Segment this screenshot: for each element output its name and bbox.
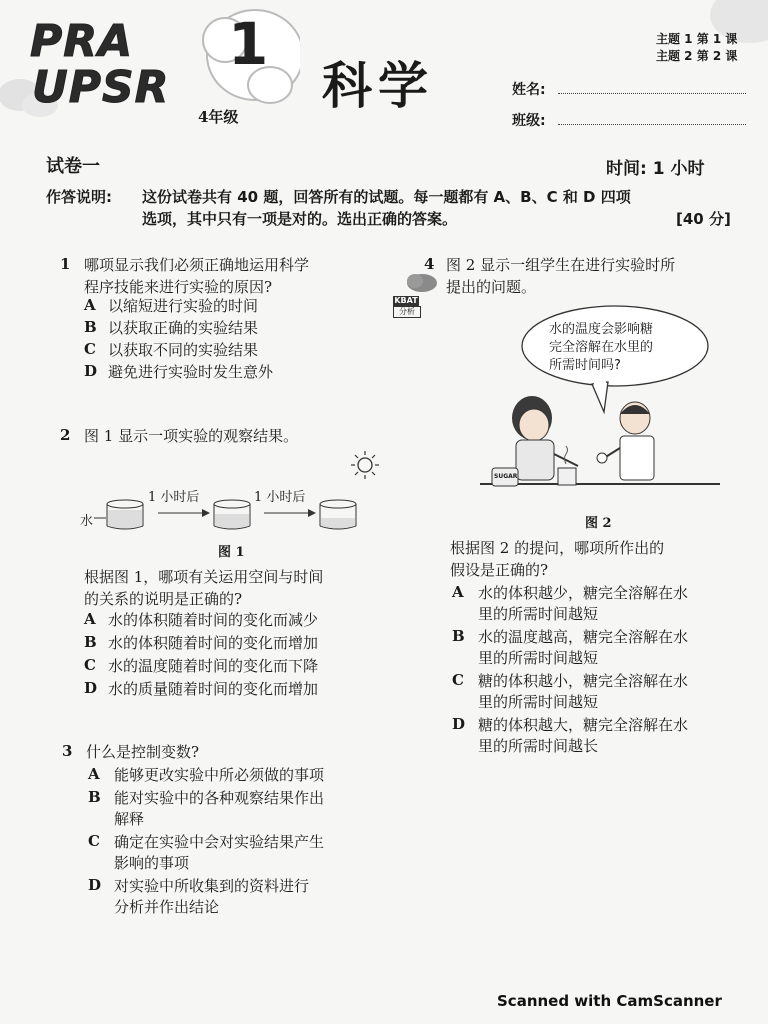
question-text: 图 2 显示一组学生在进行实验时所: [446, 256, 676, 274]
option-text[interactable]: 糖的体积越大，糖完全溶解在水: [478, 716, 689, 734]
time-label: 时间: 1 小时: [606, 159, 705, 179]
question-text: 什么是控制变数?: [86, 743, 200, 761]
option-text-cont[interactable]: 里的所需时间越短: [478, 693, 599, 711]
option-text-cont[interactable]: 影响的事项: [114, 854, 190, 872]
logo-number: 1: [228, 10, 269, 78]
boy-figure: [597, 402, 654, 480]
logo-text-upsr: UPSR: [32, 62, 170, 113]
option-letter[interactable]: A: [452, 583, 464, 601]
sun-icon: [351, 451, 379, 479]
arrow-label-2: 1 小时后: [254, 490, 306, 505]
girl-figure: [512, 396, 578, 480]
instructions-line-1: 这份试卷共有 40 题，回答所有的试题。每一题都有 A、B、C 和 D 四项: [142, 188, 631, 206]
option-letter[interactable]: D: [88, 876, 102, 894]
option-text-cont[interactable]: 分析并作出结论: [114, 898, 220, 916]
option-text[interactable]: 以获取不同的实验结果: [108, 341, 259, 359]
option-text-cont[interactable]: 解释: [114, 810, 145, 828]
beaker-2: [214, 500, 250, 529]
option-text-cont[interactable]: 里的所需时间越长: [478, 737, 599, 755]
option-letter[interactable]: C: [88, 832, 100, 850]
question-number: 4: [424, 255, 435, 273]
option-text[interactable]: 以获取正确的实验结果: [108, 319, 259, 337]
option-text[interactable]: 确定在实验中会对实验结果产生: [114, 833, 325, 851]
option-letter[interactable]: B: [84, 633, 97, 651]
arrow-label-1: 1 小时后: [148, 490, 200, 505]
option-text[interactable]: 能够更改实验中所必须做的事项: [114, 766, 325, 784]
kbat-badge: KBAT: [394, 296, 418, 305]
logo-text-pra: PRA: [30, 16, 134, 67]
option-text-cont[interactable]: 里的所需时间越短: [478, 649, 599, 667]
option-letter[interactable]: C: [452, 671, 464, 689]
question-text: 假设是正确的?: [450, 561, 549, 579]
question-text: 图 1 显示一项实验的观察结果。: [84, 427, 299, 445]
subject-title: 科学: [322, 56, 434, 115]
water-label: 水: [80, 514, 94, 529]
class-label: 班级:: [512, 113, 546, 129]
option-letter[interactable]: C: [84, 340, 96, 358]
question-text: 根据图 2 的提问，哪项所作出的: [450, 539, 665, 557]
glass-beaker: [558, 468, 576, 485]
kbat-sub-label: 分析: [393, 306, 421, 318]
figure-2-caption: 图 2: [585, 516, 612, 531]
option-text[interactable]: 避免进行实验时发生意外: [108, 363, 274, 381]
figure-1-diagram: [70, 450, 390, 540]
scanner-watermark: Scanned with CamScanner: [497, 992, 722, 1010]
option-text[interactable]: 水的温度越高，糖完全溶解在水: [478, 628, 689, 646]
option-letter[interactable]: D: [452, 715, 466, 733]
option-text-cont[interactable]: 里的所需时间越短: [478, 605, 599, 623]
option-letter[interactable]: A: [84, 296, 96, 314]
option-letter[interactable]: D: [84, 679, 98, 697]
option-letter[interactable]: C: [84, 656, 96, 674]
kbat-cloud-icon: [404, 272, 440, 298]
option-text[interactable]: 水的体积越少，糖完全溶解在水: [478, 584, 689, 602]
speech-bubble-line-1: 水的温度会影响糖: [549, 322, 654, 337]
option-letter[interactable]: B: [452, 627, 465, 645]
name-label: 姓名:: [512, 82, 546, 98]
theme-2-label: 主题 2 第 2 课: [656, 49, 738, 63]
option-text[interactable]: 水的体积随着时间的变化而减少: [108, 611, 319, 629]
speech-bubble-line-3: 所需时间吗?: [549, 358, 621, 373]
speech-bubble-line-2: 完全溶解在水里的: [549, 340, 654, 355]
theme-1-label: 主题 1 第 1 课: [656, 32, 738, 46]
question-text: 根据图 1，哪项有关运用空间与时间: [84, 568, 324, 586]
class-field-line[interactable]: [558, 124, 746, 125]
option-letter[interactable]: A: [88, 765, 100, 783]
beaker-1: [94, 500, 143, 529]
option-letter[interactable]: A: [84, 610, 96, 628]
question-text: 提出的问题。: [446, 278, 537, 296]
question-number: 3: [62, 742, 73, 760]
option-text[interactable]: 以缩短进行实验的时间: [108, 297, 259, 315]
name-field-line[interactable]: [558, 93, 746, 94]
option-text[interactable]: 水的温度随着时间的变化而下降: [108, 657, 319, 675]
question-number: 2: [60, 426, 71, 444]
instructions-line-2: 选项，其中只有一项是对的。选出正确的答案。: [142, 210, 458, 228]
option-text[interactable]: 对实验中所收集到的资料进行: [114, 877, 310, 895]
option-letter[interactable]: B: [84, 318, 97, 336]
option-text[interactable]: 糖的体积越小，糖完全溶解在水: [478, 672, 689, 690]
paper-title: 试卷一: [46, 156, 100, 177]
beaker-3: [320, 500, 356, 529]
option-letter[interactable]: B: [88, 788, 101, 806]
option-text[interactable]: 水的体积随着时间的变化而增加: [108, 634, 319, 652]
total-marks: [40 分]: [676, 210, 731, 228]
option-text[interactable]: 水的质量随着时间的变化而增加: [108, 680, 319, 698]
figure-1-caption: 图 1: [218, 545, 245, 560]
question-text: 哪项显示我们必须正确地运用科学: [84, 256, 310, 274]
instructions-label: 作答说明:: [46, 188, 112, 206]
option-letter[interactable]: D: [84, 362, 98, 380]
question-text: 程序技能来进行实验的原因?: [84, 278, 273, 296]
question-text: 的关系的说明是正确的?: [84, 590, 243, 608]
question-number: 1: [60, 255, 71, 273]
sugar-jar-label: SUGAR: [494, 473, 518, 480]
grade-label: 4年级: [198, 108, 239, 126]
option-text[interactable]: 能对实验中的各种观察结果作出: [114, 789, 325, 807]
